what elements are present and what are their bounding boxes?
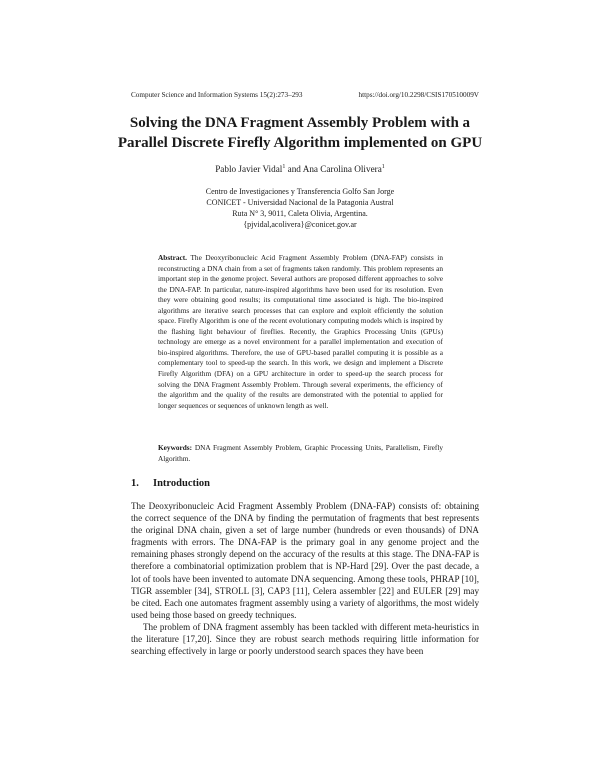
author-name: Ana Carolina Olivera (302, 164, 382, 175)
body-text (131, 500, 479, 657)
affiliation-line: CONICET - Universidad Nacional de la Patagonia Austral (206, 198, 394, 207)
title-line-1: Solving the DNA Fragment Assembly Problem with a (129, 115, 471, 131)
keywords-text: DNA Fragment Assembly Problem, Graphic Processing Units, Parallelism, Firefly Algorithm. (158, 443, 443, 463)
affiliation-line: Centro de Investigaciones y Transferencia Golfo San Jorge (205, 187, 395, 196)
author-list (100, 164, 500, 174)
author-name: Pablo Javier Vidal (215, 164, 283, 175)
title-line-2: Parallel Discrete Firefly Algorithm implemented on GPU (117, 135, 483, 151)
abstract-text: The Deoxyribonucleic Acid Fragment Assembly Problem (DNA-FAP) consists in reconstructing a DNA chain from a set of fragments taken randomly. This problem represents an important step in the genome project. Several authors are proposed different approaches to solve the DNA-FAP. In particular, nature-inspired algorithms have been used for its resolution. Even they were obtaining good results; its computational time associated is high. The bio-inspired algorithms are iterative search processes that can explore and exploit efficiently the solution space. Firefly Algorithm is one of the recent evolutionary computing models which is inspired by the flashing light behaviour of fireflies. Recently, the Graphics Processing Units (GPUs) technology are emerge as a novel environment for a parallel implementation and execution of bio-inspired algorithms. Therefore, the use of GPU-based parallel computing it is possible as a complementary tool to speed-up the search. In this work, we design and implement a Discrete Firefly Algorithm (DFA) on a GPU architecture in order to speed-up the search process for solving the DNA Fragment Assembly Problem. Through several experiments, the efficiency of the algorithm and the quality of the results are demonstrated with the potential to applied for longer sequences or sequences of unknown length as well. (158, 253, 443, 410)
section-title: Introduction (153, 478, 210, 489)
section-heading (131, 478, 210, 489)
affiliation-mark: 1 (381, 164, 385, 170)
keywords (158, 443, 443, 464)
abstract-label: Abstract. (158, 253, 187, 262)
journal-citation: Computer Science and Information Systems 15(2):273–293 (131, 91, 303, 99)
paper-title (100, 113, 500, 153)
author-emails[interactable]: {pjvidal,acolivera}@conicet.gov.ar (243, 220, 357, 229)
paragraph: The Deoxyribonucleic Acid Fragment Assembly Problem (DNA-FAP) consists of: obtaining the correct sequence of the DNA by finding the permutation of fragments that best represents the original DNA chain, given a set of large number (hundreds or even thousands) of DNA fragments with errors. The DNA-FAP is the primary goal in any genome project and the remaining phases strongly depend on the accuracy of the results at this stage. The DNA-FAP is therefore a combinatorial optimization problem that is NP-Hard [29]. Over the past decade, a lot of tools have been invented to automate DNA sequencing. Among these tools, PHRAP [10], TIGR assembler [34], STROLL [3], CAP3 [11], Celera assembler [22] and EULER [29] may be cited. Each one automates fragment assembly using a variety of algorithms, the most widely used being those based on greedy techniques. (131, 501, 479, 620)
affiliation-mark: 1 (282, 164, 286, 170)
author-conjunction: and (287, 164, 301, 175)
affiliation-block (150, 186, 450, 230)
keywords-label: Keywords: (158, 443, 193, 452)
running-header (131, 91, 479, 99)
abstract (158, 253, 443, 411)
section-number: 1. (131, 478, 139, 489)
affiliation-line: Ruta N° 3, 9011, Caleta Olivia, Argentina. (232, 209, 368, 218)
doi-link[interactable]: https://doi.org/10.2298/CSIS170510009V (358, 91, 479, 99)
paragraph: The problem of DNA fragment assembly has been tackled with different meta-heuristics in the literature [17,20]. Since they are robust search methods requiring little information for searching effectively in large or poorly understood search spaces they have been (131, 621, 479, 657)
